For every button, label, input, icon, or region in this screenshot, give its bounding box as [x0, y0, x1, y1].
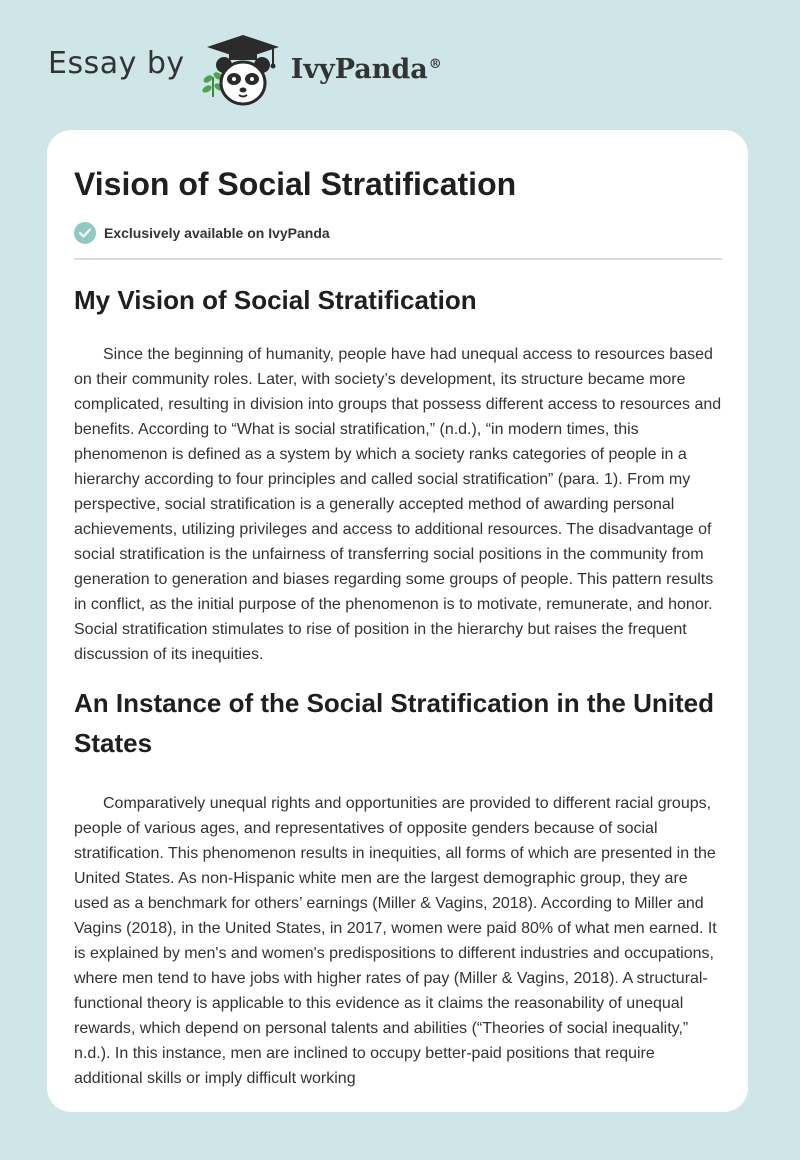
brand-prefix: Essay by [48, 45, 185, 81]
check-circle-icon [74, 222, 96, 244]
panda-logo-icon[interactable] [199, 31, 283, 109]
site-header [48, 30, 442, 110]
brand-name-text: IvyPanda [290, 53, 428, 85]
exclusive-notice [74, 222, 722, 260]
section-heading: My Vision of Social Stratification [74, 285, 477, 315]
page-title: Vision of Social Stratification [74, 166, 517, 202]
section-heading: An Instance of the Social Stratification in the United States [74, 688, 714, 758]
brand-name[interactable] [291, 54, 442, 85]
section-us-instance [74, 683, 722, 1091]
section-paragraph: Comparatively unequal rights and opportunities are provided to different racial groups, people of various ages, and representatives of opposite genders because of social stratification. This phenomenon results in inequities, all forms of which are presented in the United States. As non-Hispanic white men are the largest demographic group, they are used as a benchmark for others’ earnings (Miller & Vagins, 2018). According to Miller and Vagins (2018), in the United States, in 2017, women were paid 80% of what men earned. It is explained by men's and women's predispositions to different industries and occupations, where men tend to have jobs with higher rates of pay (Miller & Vagins, 2018). A structural-functional theory is applicable to this evidence as it claims the reasonability of unequal rewards, which depend on personal talents and abilities (“Theories of social inequality,” n.d.). In this instance, men are inclined to occupy better-paid positions that require additional skills or imply difficult working [74, 795, 717, 1087]
exclusive-label: Exclusively available on IvyPanda [104, 225, 330, 241]
section-paragraph: Since the beginning of humanity, people have had unequal access to resources based on their community roles. Later, with society’s development, its structure became more complicated, resulting in division into groups that possess different access to resources and benefits. According to “What is social stratification,” (n.d.), “in modern times, this phenomenon is defined as a system by which a society ranks categories of people in a hierarchy according to four principles and called social stratification” (para. 1). From my perspective, social stratification is a generally accepted method of awarding personal achievements, utilizing privileges and access to additional resources. The disadvantage of social stratification is the unfairness of transferring social positions in the community from generation to generation and biases regarding some groups of people. This pattern results in conflict, as the initial purpose of the phenomenon is to motivate, remunerate, and honor. Social stratification stimulates to rise of position in the hierarchy but raises the frequent discussion of its inequities. [74, 346, 722, 663]
registered-mark: ® [428, 56, 442, 72]
section-vision [74, 280, 722, 667]
article-card [47, 130, 748, 1112]
